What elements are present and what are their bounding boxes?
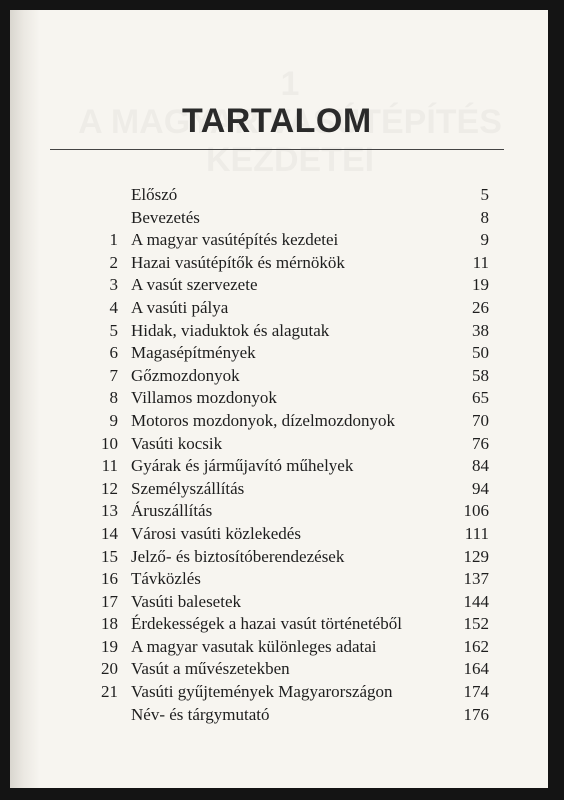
page-number: 76	[472, 433, 489, 453]
chapter-title: Előszó	[131, 185, 178, 204]
page-number: 9	[480, 230, 489, 250]
chapter-number: 9	[109, 410, 118, 430]
chapter-number: 1	[109, 230, 118, 250]
toc-entry	[84, 388, 489, 411]
chapter-number: 19	[101, 636, 118, 656]
chapter-title: A magyar vasútépítés kezdetei	[131, 230, 339, 250]
toc-entry	[84, 298, 489, 321]
chapter-number: 4	[109, 297, 118, 317]
title-divider	[50, 149, 504, 150]
toc-entry	[84, 547, 489, 570]
chapter-number: 16	[101, 569, 118, 589]
toc-entry	[84, 230, 489, 253]
chapter-title: Városi vasúti közlekedés	[131, 523, 301, 543]
chapter-number: 21	[101, 682, 118, 702]
chapter-number: 8	[109, 388, 118, 408]
chapter-number: 3	[109, 275, 118, 295]
toc-entry	[84, 682, 489, 705]
toc-entry	[84, 321, 489, 344]
page-number: 137	[463, 569, 489, 589]
page-number: 111	[464, 523, 489, 543]
toc-entry	[84, 185, 489, 208]
chapter-title: Villamos mozdonyok	[131, 388, 277, 408]
page-number: 152	[463, 614, 489, 634]
toc-entry	[84, 501, 489, 524]
page-number: 58	[472, 365, 489, 385]
chapter-title: Áruszállítás	[131, 501, 213, 521]
toc-entry	[84, 637, 489, 660]
chapter-title: Gyárak és járműjavító műhelyek	[131, 456, 354, 476]
chapter-title: Motoros mozdonyok, dízelmozdonyok	[131, 410, 395, 430]
chapter-title: Vasúti kocsik	[131, 433, 223, 453]
page-number: 94	[472, 478, 489, 498]
page-number: 11	[472, 252, 489, 272]
chapter-title: Magasépítmények	[131, 343, 256, 363]
toc-entry	[84, 366, 489, 389]
page-number: 129	[463, 546, 489, 566]
chapter-title: Hazai vasútépítők és mérnökök	[131, 252, 345, 272]
chapter-title: Hidak, viaduktok és alagutak	[131, 320, 330, 340]
page-number: 38	[472, 320, 489, 340]
toc-entry	[84, 456, 489, 479]
chapter-number: 18	[101, 614, 118, 634]
page-number: 144	[463, 591, 489, 611]
toc-entry	[84, 275, 489, 298]
chapter-number: 6	[109, 343, 118, 363]
toc-entry	[84, 253, 489, 276]
chapter-number: 7	[109, 365, 118, 385]
chapter-number: 2	[109, 252, 118, 272]
toc-entry	[84, 705, 489, 728]
page-number: 106	[463, 501, 489, 521]
page-number: 70	[472, 410, 489, 430]
chapter-number: 12	[101, 478, 118, 498]
toc-entry	[84, 479, 489, 502]
page-number: 84	[472, 456, 489, 476]
table-of-contents	[84, 185, 489, 727]
page-number: 164	[463, 659, 489, 679]
toc-entry	[84, 524, 489, 547]
chapter-title: A vasúti pálya	[131, 297, 229, 317]
toc-entry	[84, 208, 489, 231]
chapter-title: A magyar vasutak különleges adatai	[131, 636, 377, 656]
toc-entry	[84, 659, 489, 682]
page-number: 162	[463, 636, 489, 656]
toc-entry	[84, 569, 489, 592]
page-number: 65	[472, 388, 489, 408]
chapter-title: Vasúti gyűjtemények Magyarországon	[131, 682, 393, 702]
toc-entry	[84, 343, 489, 366]
chapter-number: 13	[101, 501, 118, 521]
chapter-title: Érdekességek a hazai vasút történetéből	[131, 614, 402, 634]
chapter-number: 14	[101, 523, 118, 543]
chapter-title: Gőzmozdonyok	[131, 365, 240, 385]
chapter-title: Vasúti balesetek	[131, 591, 241, 611]
book-page	[10, 10, 548, 788]
spine-shadow	[10, 10, 40, 788]
page-number: 8	[480, 207, 489, 227]
chapter-title: A vasút szervezete	[131, 275, 258, 295]
chapter-title: Név- és tárgymutató	[131, 704, 270, 724]
page-title: TARTALOM	[182, 102, 372, 140]
toc-entry	[84, 614, 489, 637]
page-number: 176	[463, 704, 489, 724]
chapter-title: Vasút a művészetekben	[131, 659, 290, 679]
chapter-number: 15	[101, 546, 118, 566]
page-number: 50	[472, 343, 489, 363]
toc-entry	[84, 411, 489, 434]
chapter-number: 20	[101, 659, 118, 679]
page-number: 174	[463, 682, 489, 702]
chapter-title: Személyszállítás	[131, 478, 245, 498]
chapter-number: 11	[101, 456, 118, 476]
chapter-title: Jelző- és biztosítóberendezések	[131, 546, 345, 566]
page-number: 19	[472, 275, 489, 295]
chapter-title: Bevezetés	[131, 207, 200, 227]
page-number: 26	[472, 297, 489, 317]
toc-entry	[84, 434, 489, 457]
chapter-number: 17	[101, 591, 118, 611]
chapter-number: 5	[109, 320, 118, 340]
page-number: 5	[480, 185, 489, 204]
toc-entry	[84, 592, 489, 615]
chapter-number: 10	[101, 433, 118, 453]
chapter-title: Távközlés	[131, 569, 201, 589]
